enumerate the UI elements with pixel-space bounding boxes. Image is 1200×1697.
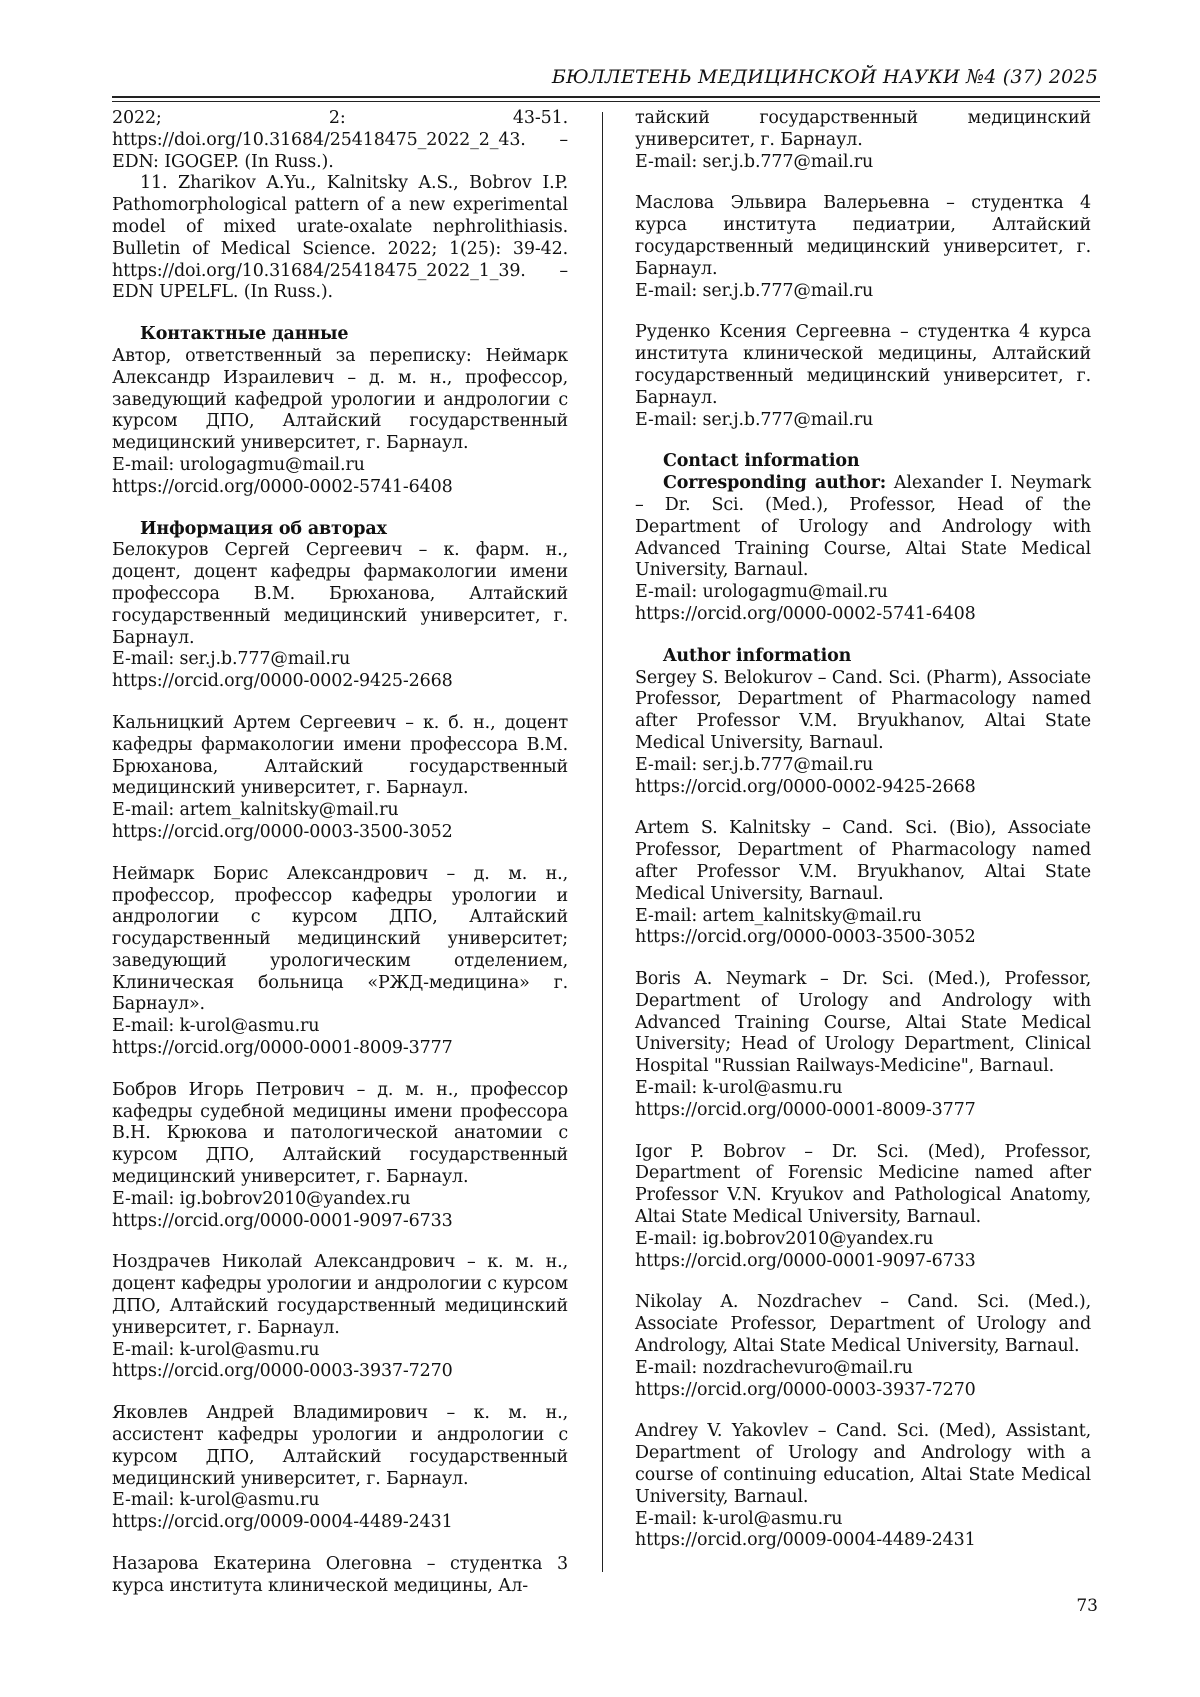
author-email: E-mail: ser.j.b.777@mail.ru xyxy=(635,151,874,172)
author-text: Бобров Игорь Петрович – д. м. н., профессор кафедры судебной медицины имени профессора В.Н. Крюкова и патологической анатомии с курсом ДПО, Алтайский государственный медицинский университет, г. Барнаул. xyxy=(112,1079,568,1188)
author-email: E-mail: k-urol@asmu.ru xyxy=(635,1078,843,1099)
right-column xyxy=(635,108,1091,1552)
author-orcid: https://orcid.org/0009-0004-4489-2431 xyxy=(112,1512,453,1533)
author-entry-en xyxy=(635,818,1091,949)
author-text: Boris A. Neymark – Dr. Sci. (Med.), Professor, Department of Urology and Andrology with Advanced Training Course, Altai State Medical University; Head of Urology Department, Clinical Hospital "Russian Railways-Medicine", Barnaul. xyxy=(635,969,1091,1077)
author-email: E-mail: ig.bobrov2010@yandex.ru xyxy=(112,1188,411,1209)
author-orcid: https://orcid.org/0000-0002-9425-2668 xyxy=(635,776,976,797)
author-information-heading: Author information xyxy=(663,645,852,666)
author-entry-en xyxy=(635,1292,1091,1401)
journal-title: БЮЛЛЕТЕНЬ МЕДИЦИНСКОЙ НАУКИ №4 (37) 2025 xyxy=(551,66,1098,88)
author-text: Неймарк Борис Александрович – д. м. н., профессор, профессор кафедры урологии и андрологии с курсом ДПО, Алтайский государственный медицинский университет; заведующий урологическим отделением, Клиническая больница «РЖД-медицина» г. Барнаул». xyxy=(112,863,568,1015)
author-entry-ru xyxy=(112,1252,568,1383)
column-divider xyxy=(602,112,603,1572)
corresponding-author-text xyxy=(635,473,1091,582)
author-entry-en xyxy=(635,1142,1091,1273)
author-text: Маслова Эльвира Валерьевна – студентка 4 курса института педиатрии, Алтайский государственный медицинский университет, г. Барнаул. xyxy=(635,193,1091,279)
author-entry-en xyxy=(635,668,1091,799)
corresponding-author-label: Corresponding author: xyxy=(663,473,887,494)
author-text: Яковлев Андрей Владимирович – к. м. н., ассистент кафедры урологии и андрологии с курсом ДПО, Алтайский государственный медицинский университет, г. Барнаул. xyxy=(112,1403,568,1489)
author-orcid: https://orcid.org/0000-0003-3500-3052 xyxy=(635,927,976,948)
author-orcid: https://orcid.org/0000-0002-9425-2668 xyxy=(112,671,453,692)
corresponding-author-body: Alexander I. Neymark – Dr. Sci. (Med.), Professor, Head of the Department of Urology and Andrology with Advanced Training Course, Altai State Medical University, Barnaul. xyxy=(635,473,1091,581)
page-number: 73 xyxy=(1076,1596,1098,1616)
author-email: E-mail: ser.j.b.777@mail.ru xyxy=(112,649,351,670)
author-email: E-mail: nozdrachevuro@mail.ru xyxy=(635,1357,913,1378)
author-text: Белокуров Сергей Сергеевич – к. фарм. н., доцент, доцент кафедры фармакологии имени профессора В.М. Брюханова, Алтайский государственный медицинский университет, г. Барнаул. xyxy=(112,540,568,648)
contacts-orcid: https://orcid.org/0000-0002-5741-6408 xyxy=(112,476,453,497)
author-email: E-mail: artem_kalnitsky@mail.ru xyxy=(635,905,922,926)
author-entry-continued: Назарова Екатерина Олеговна – студентка 3 курса института клинической медицины, Ал- xyxy=(112,1554,568,1596)
author-entry-ru xyxy=(112,1403,568,1534)
author-entry-ru xyxy=(112,713,568,844)
author-entry-ru xyxy=(112,540,568,693)
author-entry-en xyxy=(635,1421,1091,1552)
contacts-email: E-mail: urologagmu@mail.ru xyxy=(112,454,365,475)
header-rule-thick xyxy=(112,96,1100,98)
author-orcid: https://orcid.org/0000-0001-8009-3777 xyxy=(635,1099,976,1120)
header-rule-thin xyxy=(112,101,1100,102)
contact-information-heading: Contact information xyxy=(663,451,860,472)
author-orcid: https://orcid.org/0000-0003-3500-3052 xyxy=(112,821,453,842)
author-email: E-mail: ser.j.b.777@mail.ru xyxy=(635,409,874,430)
author-orcid: https://orcid.org/0000-0003-3937-7270 xyxy=(112,1361,453,1382)
author-text: Ноздрачев Николай Александрович – к. м. н., доцент кафедры урологии и андрологии с курсом ДПО, Алтайский государственный медицинский университет, г. Барнаул. xyxy=(112,1252,568,1338)
author-entry-ru xyxy=(635,193,1091,302)
contacts-heading: Контактные данные xyxy=(140,324,349,345)
corresponding-email: E-mail: urologagmu@mail.ru xyxy=(635,582,888,603)
author-email: E-mail: ser.j.b.777@mail.ru xyxy=(635,754,874,775)
author-text: Artem S. Kalnitsky – Cand. Sci. (Bio), Associate Professor, Department of Pharmacology named after Professor V.M. Bryukhanov, Altai State Medical University, Barnaul. xyxy=(635,818,1091,904)
author-entry-ru xyxy=(112,864,568,1060)
author-text: Кальницкий Артем Сергеевич – к. б. н., доцент кафедры фармакологии имени профессора В.М. Брюханова, Алтайский государственный медицинский университет, г. Барнаул. xyxy=(112,712,568,799)
author-entry-ru xyxy=(635,322,1091,431)
author-text: Igor P. Bobrov – Dr. Sci. (Med), Professor, Department of Forensic Medicine named after Professor V.N. Kryukov and Pathological Anatomy, Altai State Medical University, Barnaul. xyxy=(635,1141,1091,1228)
reference-11: 11. Zharikov A.Yu., Kalnitsky A.S., Bobrov I.P. Pathomorphological pattern of a new experimental model of mixed urate-oxalate nephrolithiasis. Bulletin of Medical Science. 2022; 1(25): 39-42. https://doi.org/10.31684/25418475_2022_1_39. – EDN UPELFL. (In Russ.). xyxy=(112,173,568,303)
author-orcid: https://orcid.org/0000-0003-3937-7270 xyxy=(635,1379,976,1400)
author-email: E-mail: k-urol@asmu.ru xyxy=(112,1016,320,1037)
left-column xyxy=(112,108,568,1598)
author-text: Sergey S. Belokurov – Cand. Sci. (Pharm), Associate Professor, Department of Pharmacology named after Professor V.M. Bryukhanov, Altai State Medical University, Barnaul. xyxy=(635,667,1091,753)
author-entry-continuation: тайский государственный медицинский университет, г. Барнаул. xyxy=(635,108,1091,150)
author-email: E-mail: k-urol@asmu.ru xyxy=(112,1339,320,1360)
author-text: Nikolay A. Nozdrachev – Cand. Sci. (Med.), Associate Professor, Department of Urology and Andrology, Altai State Medical University, Barnaul. xyxy=(635,1292,1091,1357)
author-text: Руденко Ксения Сергеевна – студентка 4 курса института клинической медицины, Алтайский государственный медицинский университет, г. Барнаул. xyxy=(635,322,1091,408)
author-email: E-mail: k-urol@asmu.ru xyxy=(635,1508,843,1529)
reference-continuation: 2022; 2: 43-51. https://doi.org/10.31684/25418475_2022_2_43. – EDN: IGOGEP. (In Russ.). xyxy=(112,108,568,172)
author-email: E-mail: ig.bobrov2010@yandex.ru xyxy=(635,1228,934,1249)
author-orcid: https://orcid.org/0000-0001-8009-3777 xyxy=(112,1038,453,1059)
author-orcid: https://orcid.org/0000-0001-9097-6733 xyxy=(635,1250,976,1271)
author-entry-en xyxy=(635,969,1091,1122)
corresponding-orcid: https://orcid.org/0000-0002-5741-6408 xyxy=(635,603,976,624)
author-email: E-mail: artem_kalnitsky@mail.ru xyxy=(112,800,399,821)
author-email: E-mail: k-urol@asmu.ru xyxy=(112,1490,320,1511)
author-orcid: https://orcid.org/0000-0001-9097-6733 xyxy=(112,1210,453,1231)
contacts-text: Автор, ответственный за переписку: Неймарк Александр Израилевич – д. м. н., профессор, заведующий кафедрой урологии и андрологии с курсом ДПО, Алтайский государственный медицинский университет, г. Барнаул. xyxy=(112,345,568,454)
authors-heading: Информация об авторах xyxy=(140,518,387,539)
author-entry-ru xyxy=(112,1080,568,1233)
author-orcid: https://orcid.org/0009-0004-4489-2431 xyxy=(635,1530,976,1551)
author-email: E-mail: ser.j.b.777@mail.ru xyxy=(635,280,874,301)
author-text: Andrey V. Yakovlev – Cand. Sci. (Med), Assistant, Department of Urology and Andrology with a course of continuing education, Altai State Medical University, Barnaul. xyxy=(635,1421,1091,1507)
